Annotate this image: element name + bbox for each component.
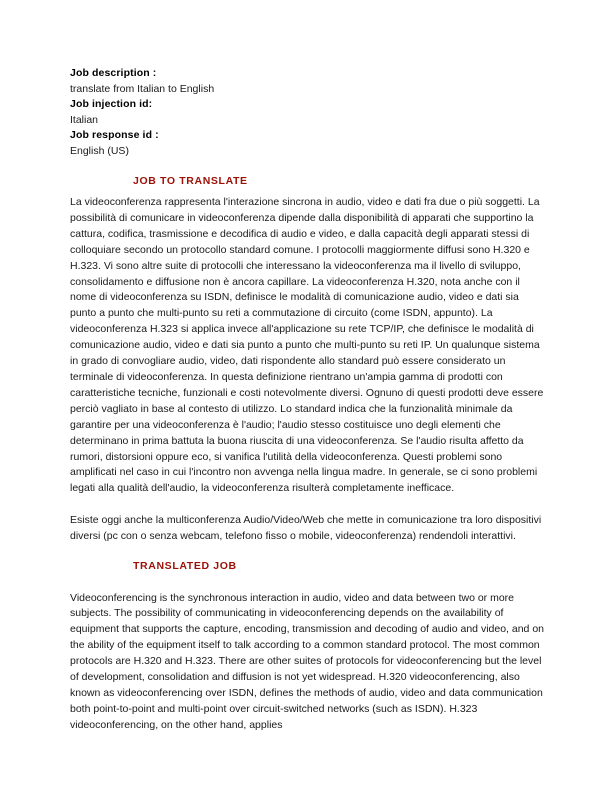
job-response-id-value: English (US) bbox=[70, 144, 129, 157]
job-description-label: Job description : bbox=[70, 67, 157, 79]
job-injection-id-value: Italian bbox=[70, 113, 99, 126]
job-response-id-label: Job response id : bbox=[70, 129, 159, 141]
job-injection-id-label: Job injection id: bbox=[70, 98, 153, 110]
source-paragraph: Esiste oggi anche la multiconferenza Audio/Video/Web che mette in comunicazione tra loro dispositivi diversi (pc con o senza webcam, telefono fisso o mobile, videoconferenza) rendendoli interattivi. bbox=[70, 513, 542, 542]
job-to-translate-heading: JOB TO TRANSLATE bbox=[133, 175, 248, 187]
job-description-value: translate from Italian to English bbox=[70, 82, 215, 95]
translated-job-heading: TRANSLATED JOB bbox=[133, 559, 237, 572]
source-paragraph: La videoconferenza rappresenta l'interazione sincrona in audio, video e dati fra due o più soggetti. La possibilità di comunicare in videoconferenza dipende dalla disponibilità di apparati che supportino la cattura, codifica, trasmissione e decodifica di audio e video, e dalla capacità degli apparati stessi di colloquiare secondo un protocollo standard comune. I protocolli maggiormente diffusi sono H.320 e H.323. Vi sono altre suite di protocolli che interessano la videoconferenza ma il livello di sviluppo, consolidamento e diffusione non è ancora capillare. La videoconferenza H.320, nota anche con il nome di videoconferenza su ISDN, definisce le modalità di comunicazione audio, video e dati sia punto a punto che multi-punto su reti a commutazione di circuito (come ISDN, appunto). La videoconferenza H.323 si applica invece all'applicazione su rete TCP/IP, che definisce le modalità di comunicazione audio, video e dati sia punto a punto che multi-punto su reti IP. Un qualunque sistema in grado di convogliare audio, video, dati rispondente allo standard può essere considerato un terminale di videoconferenza. In questa definizione rientrano un'ampia gamma di prodotti con caratteristiche tecniche, funzionali e costi notevolmente diversi. Ognuno di questi prodotti deve essere perciò vagliato in base al contesto di utilizzo. Lo standard indica che la funzionalità minimale da garantire per una videoconferenza è l'audio; l'audio stesso costituisce uno degli elementi che determinano in prima battuta la buona riuscita di una videoconferenza. Se l'audio risulta affetto da rumori, distorsioni oppure eco, si vanifica l'utilità della videoconferenza. Questi problemi sono amplificati nel caso in cui l'incontro non avvenga nella lingua madre. In generale, se ci sono problemi legati alla qualità dell'audio, la videoconferenza risulterà completamente inefficace. bbox=[70, 196, 544, 495]
translated-paragraph: Videoconferencing is the synchronous interaction in audio, video and data between two or more subjects. The possibility of communicating in videoconferencing depends on the availability of equipment that supports the capture, encoding, transmission and decoding of audio and video, and on the ability of the equipment itself to talk according to a common standard protocol. The most common protocols are H.320 and H.323. There are other suites of protocols for videoconferencing but the level of development, consolidation and diffusion is not yet widespread. H.320 videoconferencing, also known as videoconferencing over ISDN, defines the methods of audio, video and data communication both point-to-point and multi-point over circuit-switched networks (such as ISDN). H.323 videoconferencing, on the other hand, applies bbox=[70, 591, 544, 731]
job-metadata-block bbox=[70, 66, 543, 159]
